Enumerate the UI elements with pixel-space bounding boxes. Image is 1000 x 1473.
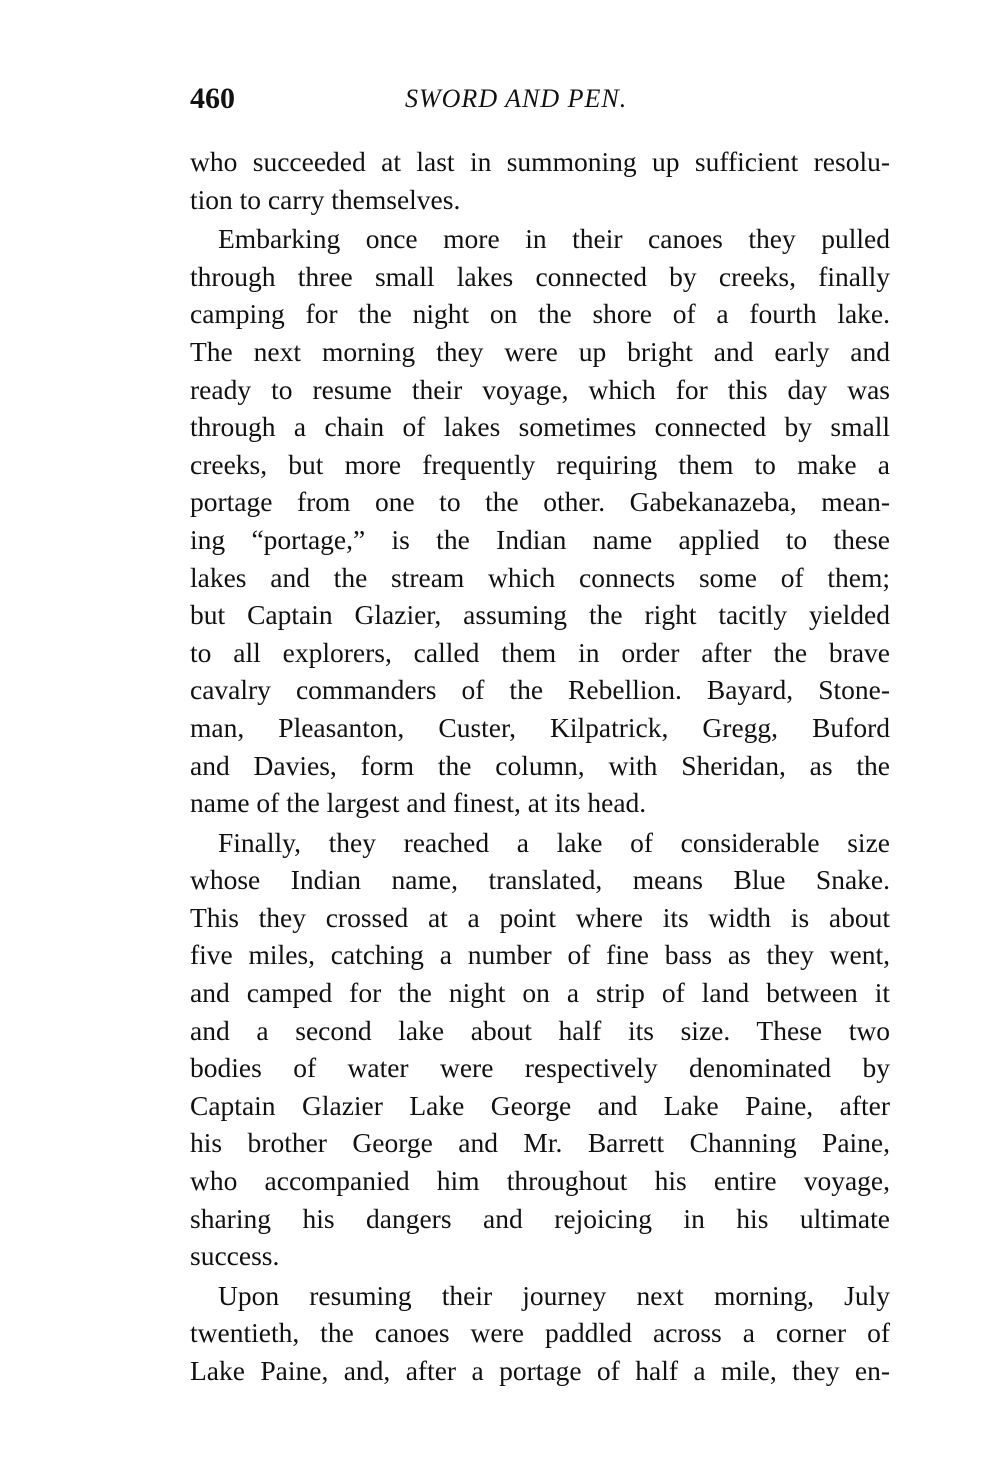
text-line: lakes and the stream which connects some of them; <box>190 561 890 593</box>
text-line: and camped for the night on a strip of land between it <box>190 977 890 1009</box>
body-text <box>190 143 890 1390</box>
text-line: Lake Paine, and, after a portage of half a mile, they en- <box>190 1355 890 1386</box>
text-line: creeks, but more frequently requiring them to make a <box>190 448 890 480</box>
text-line: through three small lakes connected by creeks, finally <box>190 260 890 292</box>
text-line: to all explorers, called them in order after the brave <box>190 636 890 668</box>
text-line: bodies of water were respectively denominated by <box>190 1052 890 1084</box>
text-line: cavalry commanders of the Rebellion. Bayard, Stone- <box>190 674 890 706</box>
text-line: name of the largest and finest, at its head. <box>190 787 647 819</box>
text-line: The next morning they were up bright and early and <box>190 335 890 367</box>
text-line: camping for the night on the shore of a fourth lake. <box>190 298 890 330</box>
text-line: Upon resuming their journey next morning, July <box>218 1279 890 1311</box>
text-line: Captain Glazier Lake George and Lake Paine, after <box>190 1089 890 1121</box>
text-line: through a chain of lakes sometimes connected by small <box>190 411 890 443</box>
text-line: Embarking once more in their canoes they pulled <box>218 223 890 255</box>
text-line: tion to carry themselves. <box>190 183 461 215</box>
text-line: whose Indian name, translated, means Blue Snake. <box>190 864 890 896</box>
text-line: but Captain Glazier, assuming the right tacitly yielded <box>190 599 890 631</box>
text-line: success. <box>190 1240 280 1272</box>
text-line: his brother George and Mr. Barrett Channing Paine, <box>190 1127 890 1159</box>
text-line: and Davies, form the column, with Sheridan, as the <box>190 749 890 781</box>
text-line: who accompanied him throughout his entire voyage, <box>190 1165 890 1197</box>
running-title: SWORD AND PEN. <box>405 84 628 113</box>
text-line: ing “portage,” is the Indian name applied to these <box>190 523 890 555</box>
text-line: This they crossed at a point where its width is about <box>190 901 890 933</box>
text-line: and a second lake about half its size. These two <box>190 1014 890 1046</box>
text-line: who succeeded at last in summoning up sufficient resolu- <box>190 146 890 177</box>
text-line: portage from one to the other. Gabekanazeba, mean- <box>190 486 890 518</box>
text-line: ready to resume their voyage, which for this day was <box>190 373 890 405</box>
text-line: five miles, catching a number of fine bass as they went, <box>190 939 890 971</box>
page-number: 460 <box>190 82 235 115</box>
text-line: twentieth, the canoes were paddled across a corner of <box>190 1317 890 1349</box>
text-line: Finally, they reached a lake of considerable size <box>218 826 890 858</box>
text-line: man, Pleasanton, Custer, Kilpatrick, Gregg, Buford <box>190 711 890 743</box>
text-line: sharing his dangers and rejoicing in his ultimate <box>190 1202 890 1234</box>
